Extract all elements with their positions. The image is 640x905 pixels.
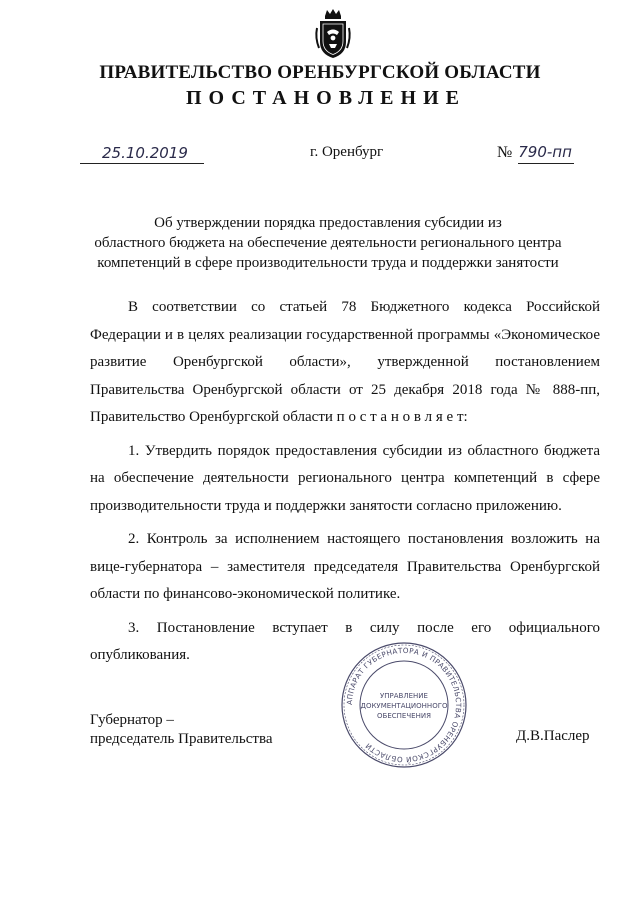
document-subject <box>80 213 576 273</box>
clause-3: 3. Постановление вступает в силу после его официального опубликования. <box>90 619 600 663</box>
document-type-title: ПОСТАНОВЛЕНИЕ <box>186 87 466 109</box>
coat-of-arms-icon <box>313 8 353 60</box>
document-city: г. Оренбург <box>310 144 384 160</box>
signatory-position <box>90 711 273 749</box>
stamp-inner-line: ДОКУМЕНТАЦИОННОГО <box>360 702 448 710</box>
position-line: председатель Правительства <box>90 731 273 747</box>
subject-line: областного бюджета на обеспечение деятельности регионального центра <box>94 235 562 251</box>
document-number <box>497 141 583 163</box>
document-body <box>90 294 600 670</box>
subject-line: Об утверждении порядка предоставления субсидии из <box>154 215 502 231</box>
stamp-outer-text: АППАРАТ ГУБЕРНАТОРА И ПРАВИТЕЛЬСТВА ОРЕНБУРГСКОЙ ОБЛАСТИ <box>344 645 464 765</box>
signatory-name: Д.В.Паслер <box>516 728 590 744</box>
official-stamp <box>339 640 469 770</box>
clause-2: 2. Контроль за исполнением настоящего постановления возложить на вице-губернатора – заместителя председателя Правительства Оренбургской области по финансово-экономической политике. <box>90 531 600 602</box>
organization-title: ПРАВИТЕЛЬСТВО ОРЕНБУРГСКОЙ ОБЛАСТИ <box>99 62 541 83</box>
stamp-inner-line: ОБЕСПЕЧЕНИЯ <box>377 712 431 720</box>
stamp-inner-line: УПРАВЛЕНИЕ <box>380 692 428 700</box>
number-sign: № <box>497 144 513 161</box>
position-line: Губернатор – <box>90 712 174 728</box>
preamble-paragraph: В соответствии со статьей 78 Бюджетного кодекса Российской Федерации и в целях реализации государственной программы «Экономическое развитие Оренбургской области», утвержденной постановлением Правительства Оренбургской области от 25 декабря 2018 года № 888-пп, Правительство Оренбургской области п о с т а н о в л я е т: <box>90 299 600 425</box>
clause-1: 1. Утвердить порядок предоставления субсидии из областного бюджета на обеспечение деятельности регионального центра компетенций в сфере производительности труда и поддержки занятости согласно приложению. <box>90 442 600 514</box>
subject-line: компетенций в сфере производительности труда и поддержки занятости <box>97 255 559 271</box>
document-date: 25.10.2019 <box>80 142 204 164</box>
number-value: 790-пп <box>518 141 574 164</box>
